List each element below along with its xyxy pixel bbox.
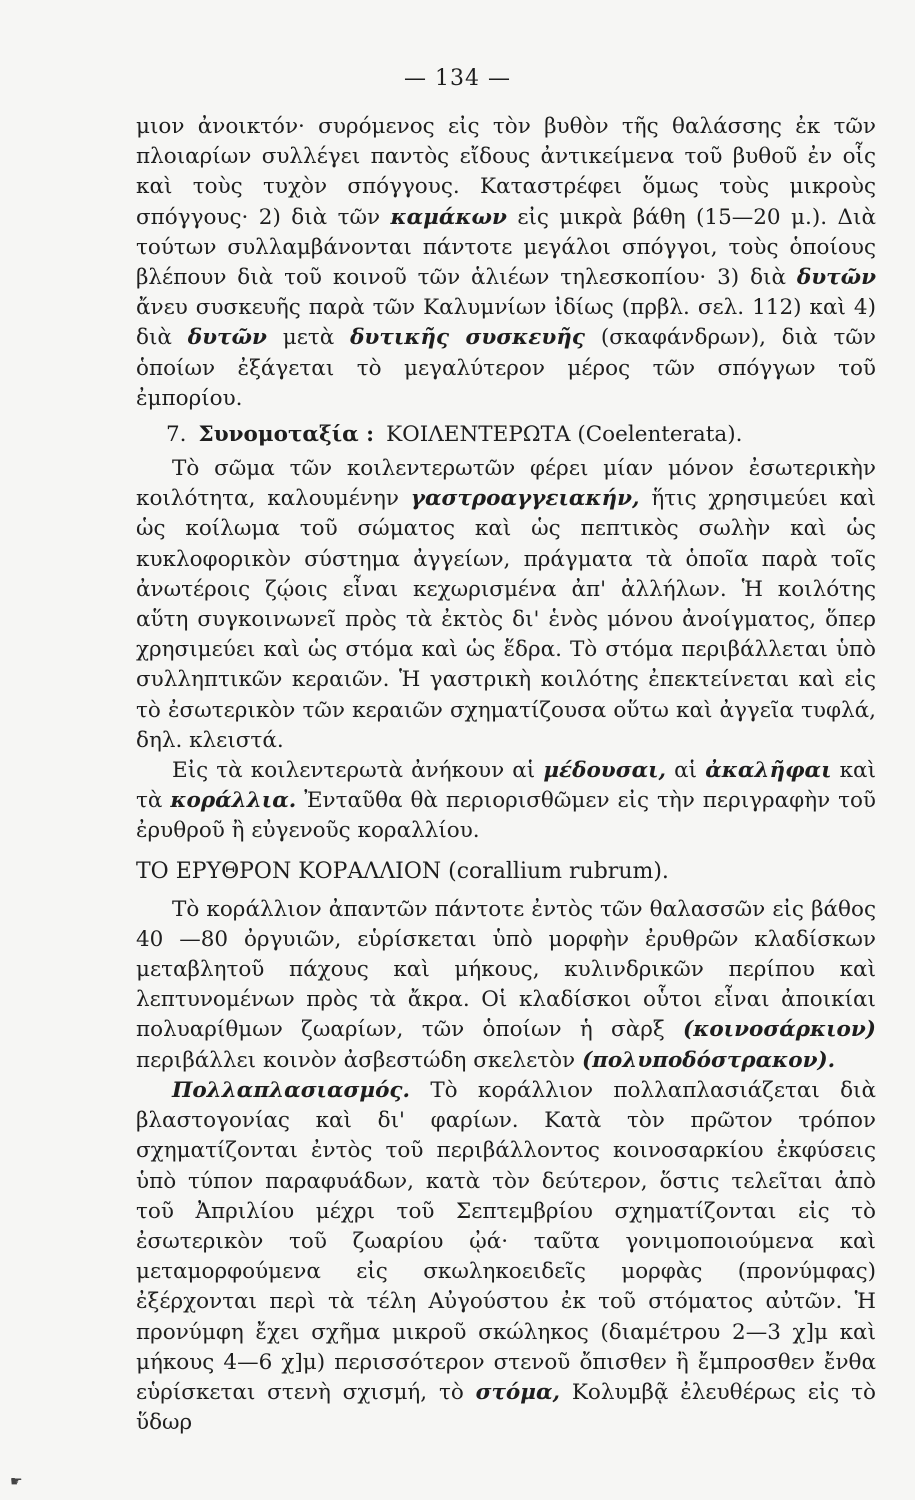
intro-term-dytikis-syskevis: δυτικῆς συσκευῆς bbox=[350, 325, 585, 351]
para1-term-gastrovascular: γαστροαγγειακήν, bbox=[410, 486, 640, 512]
page-number: — 134 — bbox=[404, 66, 511, 91]
para2-term-corals: κοράλλια. bbox=[170, 788, 297, 814]
para2-text-1: Εἰς τὰ κοιλεντερωτὰ ἀνήκουν αἱ bbox=[172, 758, 536, 784]
para2-text-2: αἱ bbox=[674, 758, 698, 784]
paragraph-coelenterata bbox=[136, 454, 876, 756]
section-number: 7. bbox=[166, 422, 187, 448]
intro-text-3: ἄνευ συσκευῆς παρὰ τῶν Καλυμνίων ἰδίως (πρβλ. σελ. 112) καὶ 4) διὰ bbox=[136, 295, 876, 351]
para2-text-3: καὶ τὰ bbox=[136, 758, 876, 814]
para2-term-akalifai: ἀκαλῆφαι bbox=[705, 758, 832, 784]
para3-text-2: περιβάλλει κοινὸν ἀσβεστώδη σκελετὸν bbox=[136, 1047, 576, 1073]
paragraph-members bbox=[136, 756, 876, 847]
intro-term-dyton-2: δυτῶν bbox=[187, 325, 267, 351]
para3-term-polypodostrakon: (πολυποδόστρακον). bbox=[581, 1047, 836, 1073]
para3-text-1: Τὸ κοράλλιον ἀπαντῶν πάντοτε ἐντὸς τῶν θαλασσῶν εἰς βάθος 40 —80 ὀργυιῶν, εὑρίσκεται ὑπὸ μορφὴν ἐρυθρῶν κλαδίσκων μεταβλητοῦ πάχους καὶ μήκους, κυλινδρικῶν περίπου καὶ λεπτυνομένων πρὸς τὰ ἄκρα. Οἱ κλαδίσκοι οὗτοι εἶναι ἀποικίαι πολυαρίθμων ζωαρίων, τῶν ὁποίων ἡ σὰρξ bbox=[136, 896, 876, 1043]
para3-term-koinosarkion: (κοινοσάρκιον) bbox=[683, 1017, 876, 1043]
section-title: ΚΟΙΛΕΝΤΕΡΩΤΑ (Coelenterata). bbox=[386, 422, 743, 448]
para2-text-4: Ἐνταῦθα θὰ περιορισθῶμεν εἰς τὴν περιγραφὴν τοῦ ἐρυθροῦ ἢ εὐγενοῦς κοραλλίου. bbox=[136, 788, 876, 844]
intro-text-5: (σκαφάνδρων), διὰ τῶν ὁποίων ἐξάγεται τὸ μεγαλύτερον μέρος τῶν σπόγγων τοῦ ἐμπορίου. bbox=[136, 325, 876, 411]
intro-paragraph bbox=[136, 112, 876, 414]
intro-text-2: εἰς μικρὰ βάθη (15—20 μ.). Διὰ τούτων συλλαμβάνονται πάντοτε μεγάλοι σπόγγοι, τοὺς ὁποίους βλέπουν διὰ τοῦ κοινοῦ τῶν ἁλιέων τηλεσκοπίου· 3) διὰ bbox=[136, 204, 876, 291]
intro-term-kamakon: καμάκων bbox=[390, 204, 507, 230]
paragraph-red-coral bbox=[136, 895, 876, 1076]
para4-text-1: Τὸ κοράλλιον πολλαπλασιάζεται διὰ βλαστογονίας καὶ δι' φαρίων. Κατὰ τὸν πρῶτον τρόπον σχηματίζονται ἐντὸς τοῦ περιβάλλοντος κοινοσαρκίου ἐκφύσεις ὑπὸ τύπον παραφυάδων, κατὰ τὸν δεύτερον, ὅστις τελεῖται ἀπὸ τοῦ Ἀπριλίου μέχρι τοῦ Σεπτεμβρίου σχηματίζονται εἰς τὸ ἐσωτερικὸν τοῦ ζωαρίου ᾠά· ταῦτα γονιμοποιούμενα καὶ μεταμορφούμενα εἰς σκωληκοειδεῖς μορφὰς (προνύμφας) ἐξέρχονται περὶ τὰ τέλη Αὐγούστου ἐκ τοῦ στόματος αὐτῶν. Ἡ προνύμφη ἔχει σχῆμα μικροῦ σκώληκος (διαμέτρου 2—3 χ]μ καὶ μήκους 4—6 χ]μ) περισσότερον στενοῦ ὄπισθεν ἢ ἔμπροσθεν ἔνθα εὑρίσκεται στενὴ σχισμή, τὸ bbox=[136, 1077, 876, 1405]
red-coral-heading: ΤΟ ΕΡΥΘΡΟΝ ΚΟΡΑΛΛΙΟΝ (corallium rubrum). bbox=[136, 858, 669, 884]
intro-text-1: μιον ἀνοικτόν· συρόμενος εἰς τὸν βυθὸν τῆς θαλάσσης ἐκ τῶν πλοιαρίων συλλέγει παντὸς εἴδους ἀντικείμενα τοῦ βυθοῦ ἐν οἷς καὶ τοὺς τυχὸν σπόγγους. Καταστρέφει ὅμως τοὺς μικροὺς σπόγγους· 2) διὰ τῶν bbox=[136, 114, 876, 230]
intro-text-4: μετὰ bbox=[282, 325, 335, 351]
para1-text-2: ἥτις χρησιμεύει καὶ ὡς κοίλωμα τοῦ σώματος καὶ ὡς πεπτικὸς σωλὴν καὶ ὡς κυκλοφορικὸν σύστημα ἀγγείων, πράγματα τὰ ὁποῖα παρὰ τοῖς ἀνωτέροις ζῴοις εἶναι κεχωρισμένα ἀπ' ἀλλήλων. Ἡ κοιλότης αὕτη συγκοινωνεῖ πρὸς τὰ ἐκτὸς δι' ἑνὸς μόνου ἀνοίγματος, ὅπερ χρησιμεύει καὶ ὡς στόμα καὶ ὡς ἕδρα. Τὸ στόμα περιβάλλεται ὑπὸ συλληπτικῶν κεραιῶν. Ἡ γαστρικὴ κοιλότης ἐπεκτείνεται καὶ εἰς τὸ ἐσωτερικὸν τῶν κεραιῶν σχηματίζουσα οὕτω καὶ ἀγγεῖα τυφλά, δηλ. κλειστά. bbox=[136, 486, 876, 753]
paragraph-reproduction bbox=[136, 1076, 876, 1438]
page-body bbox=[136, 112, 876, 1438]
section-7-heading bbox=[136, 420, 876, 454]
para2-term-medusae: μέδουσαι, bbox=[543, 758, 667, 784]
section-label: Συνομοταξία : bbox=[198, 422, 375, 448]
para4-text-2: Κολυμβᾷ ἐλευθέρως εἰς τὸ ὕδωρ bbox=[136, 1379, 876, 1436]
corner-mark: ☛ bbox=[10, 1474, 23, 1490]
para4-heading-reproduction: Πολλαπλασιασμός. bbox=[172, 1077, 411, 1103]
para4-term-stoma: στόμα, bbox=[475, 1379, 561, 1405]
intro-term-dyton-1: δυτῶν bbox=[796, 265, 876, 291]
para1-text-1: Τὸ σῶμα τῶν κοιλεντερωτῶν φέρει μίαν μόνον ἐσωτερικὴν κοιλότητα, καλουμένην bbox=[136, 456, 876, 512]
